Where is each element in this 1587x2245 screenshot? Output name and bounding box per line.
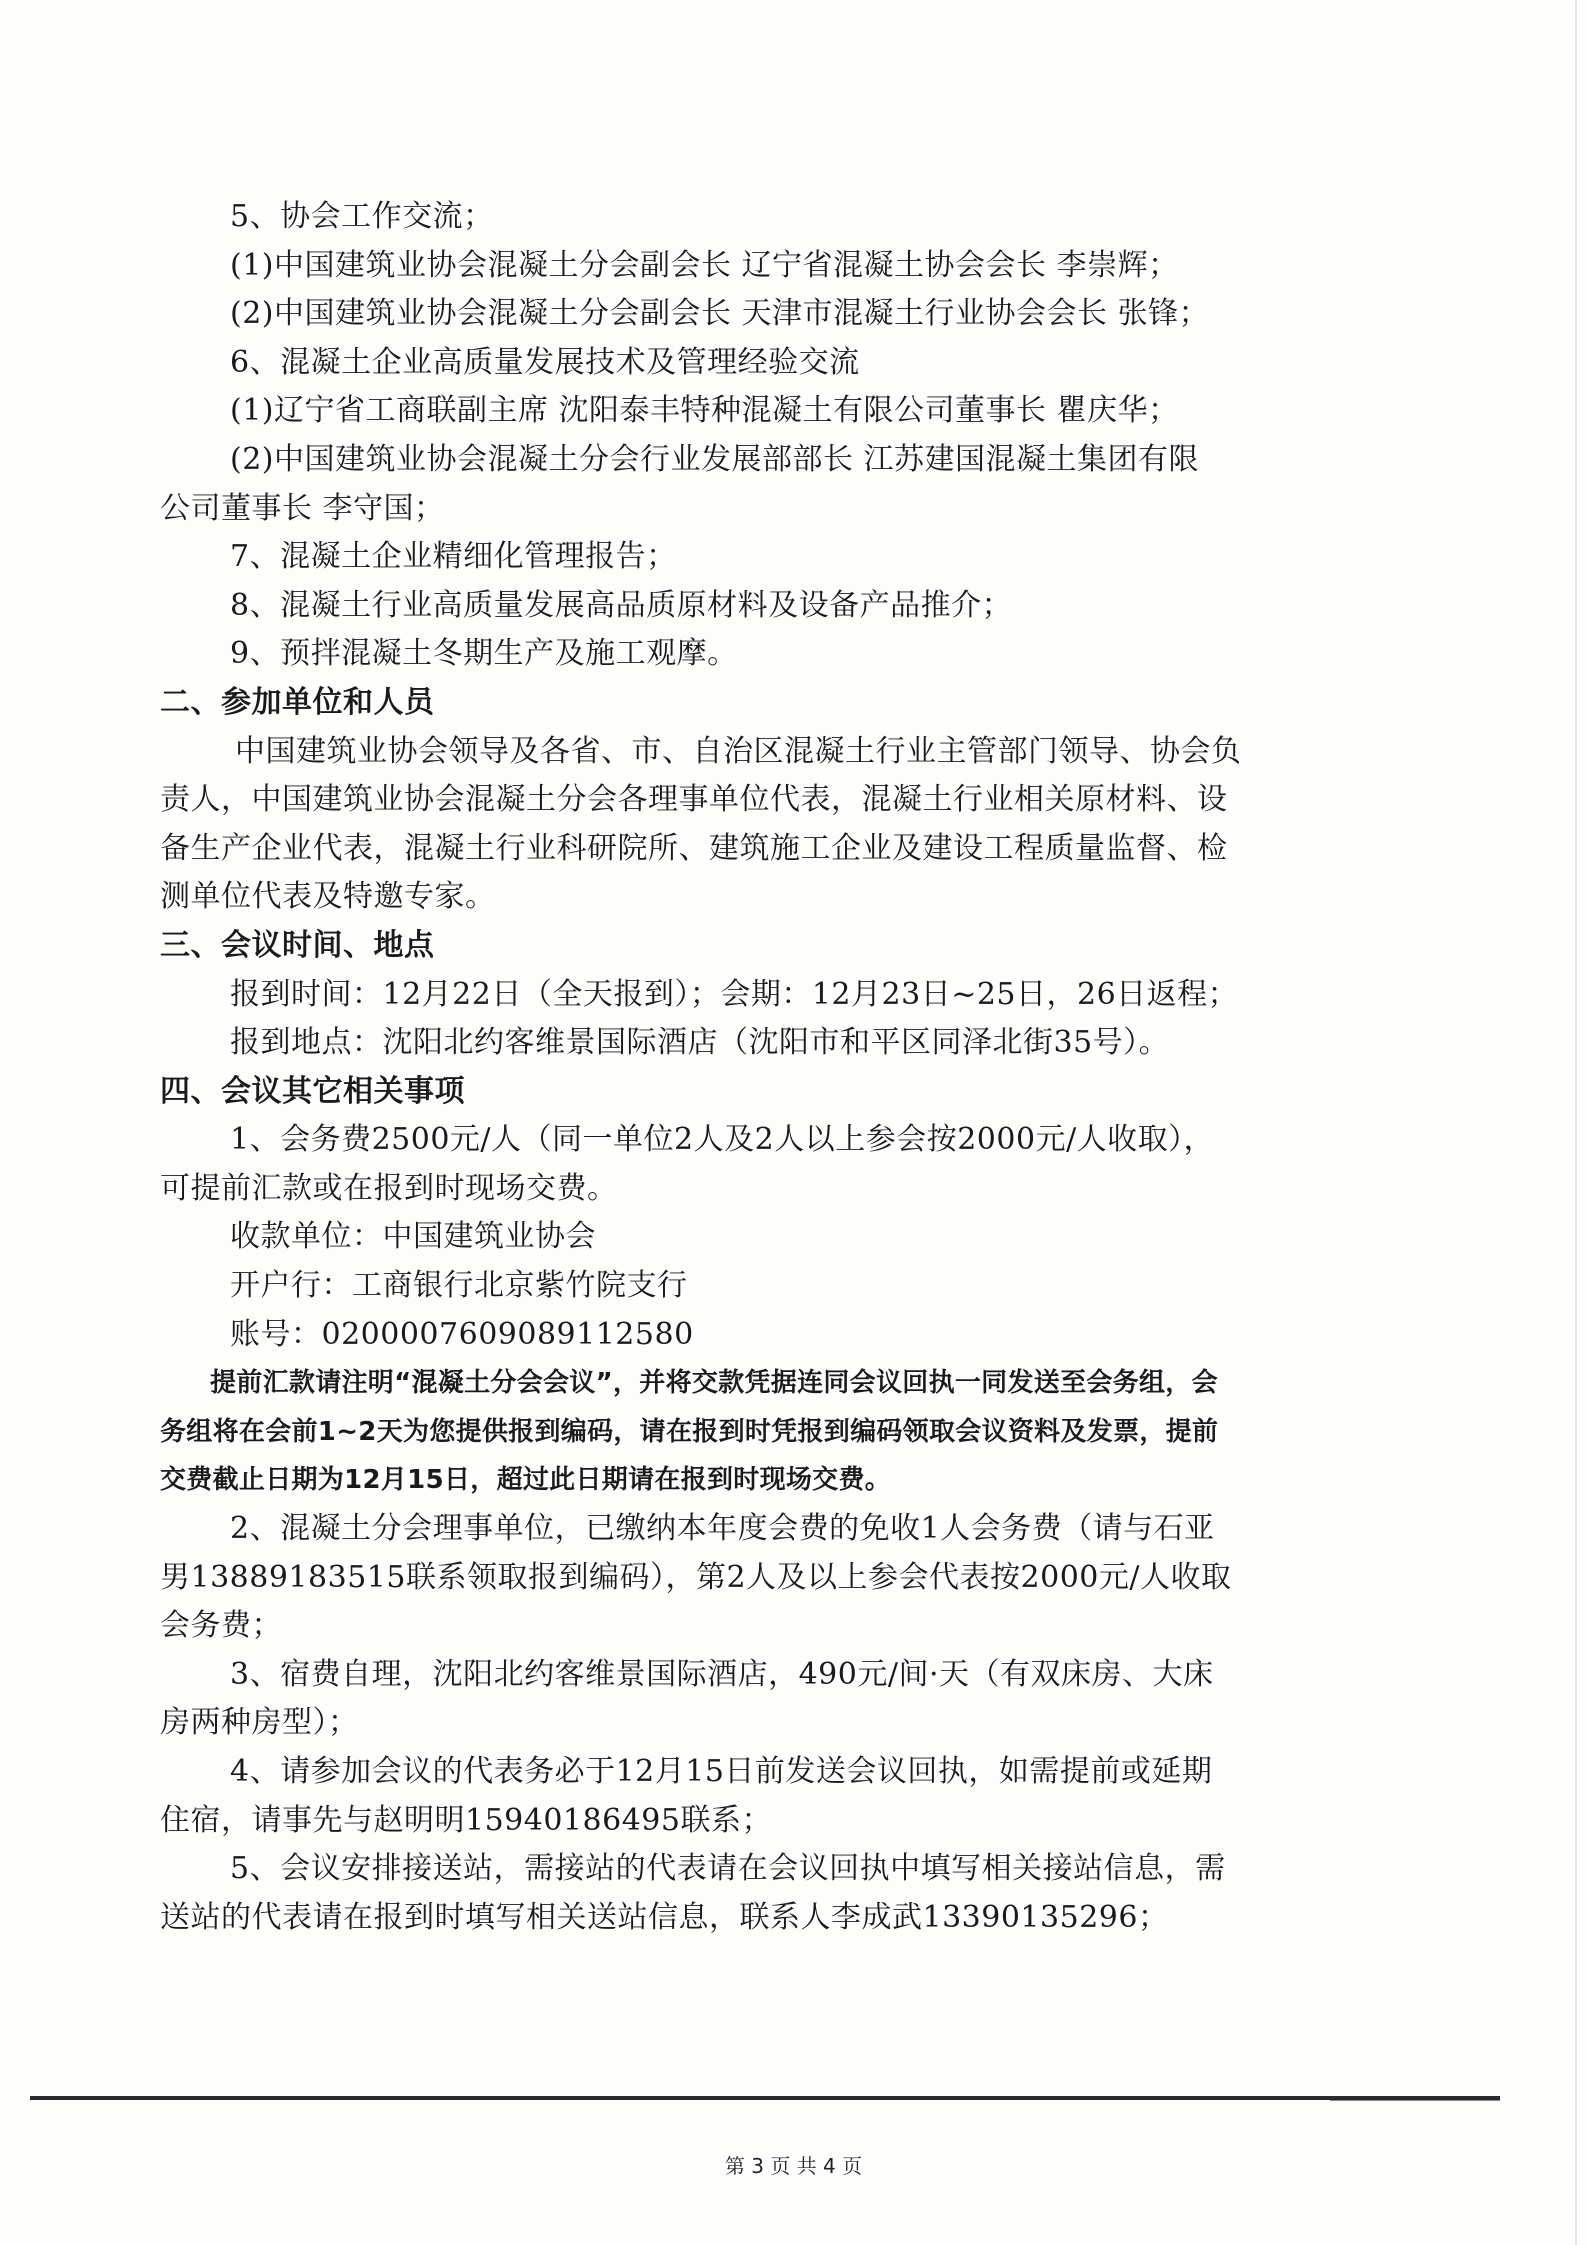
text-line: 9、预拌混凝土冬期生产及施工观摩。 — [230, 636, 738, 672]
text-line: 报到时间：12月22日（全天报到）；会期：12月23日~25日，26日返程； — [230, 976, 1239, 1012]
text-line: 5、会议安排接送站，需接站的代表请在会议回执中填写相关接站信息，需 — [230, 1851, 1226, 1887]
text-line: 5、协会工作交流； — [230, 199, 494, 234]
text-line: 1、会务费2500元/人（同一单位2人及2人以上参会按2000元/人收取）， — [230, 1122, 1215, 1158]
section-heading: 三、会议时间、地点 — [160, 927, 435, 963]
scan-edge — [1575, 0, 1577, 2245]
footer-rule-tail — [1330, 2100, 1500, 2101]
text-line: 测单位代表及特邀专家。 — [160, 879, 496, 915]
text-line: 会务费； — [160, 1608, 282, 1644]
payment-notice-line: 务组将在会前1~2天为您提供报到编码，请在报到时凭报到编码领取会议资料及发票，提前 — [160, 1416, 1219, 1447]
text-line: (2)中国建筑业协会混凝土分会行业发展部部长 江苏建国混凝土集团有限 — [230, 441, 1200, 477]
text-line: 住宿，请事先与赵明明15940186495联系； — [160, 1802, 772, 1838]
section-heading: 四、会议其它相关事项 — [160, 1073, 465, 1109]
text-line: 6、混凝土企业高质量发展技术及管理经验交流 — [230, 344, 860, 380]
text-line: 责人，中国建筑业协会混凝土分会各理事单位代表，混凝土行业相关原材料、设 — [160, 782, 1228, 818]
text-line: (1)中国建筑业协会混凝土分会副会长 辽宁省混凝土协会会长 李崇辉； — [230, 247, 1179, 283]
text-line: 8、混凝土行业高质量发展高品质原材料及设备产品推介； — [230, 587, 1013, 623]
text-line: 开户行：工商银行北京紫竹院支行 — [230, 1268, 688, 1304]
text-line: (1)辽宁省工商联副主席 沈阳泰丰特种混凝土有限公司董事长 瞿庆华； — [230, 393, 1179, 429]
text-line: 房两种房型）； — [160, 1705, 359, 1741]
text-line: 报到地点：沈阳北约客维景国际酒店（沈阳市和平区同泽北街35号）。 — [230, 1025, 1170, 1061]
text-line: 公司董事长 李守国； — [160, 490, 445, 526]
text-line: (2)中国建筑业协会混凝土分会副会长 天津市混凝土行业协会会长 张锋； — [230, 296, 1210, 332]
payment-notice-line: 交费截止日期为12月15日，超过此日期请在报到时现场交费。 — [160, 1465, 892, 1496]
text-line: 中国建筑业协会领导及各省、市、自治区混凝土行业主管部门领导、协会负 — [235, 733, 1242, 769]
text-line: 4、请参加会议的代表务必于12月15日前发送会议回执，如需提前或延期 — [230, 1754, 1213, 1789]
footer-rule — [30, 2096, 1500, 2100]
text-line: 2、混凝土分会理事单位，已缴纳本年度会费的免收1人会务费（请与石亚 — [230, 1511, 1215, 1547]
text-line: 7、混凝土企业精细化管理报告； — [230, 539, 677, 575]
text-line: 男13889183515联系领取报到编码），第2人及以上参会代表按2000元/人收取 — [160, 1559, 1232, 1595]
payment-notice-line: 提前汇款请注明“混凝土分会会议”，并将交款凭据连同会议回执一同发送至会务组，会 — [210, 1368, 1218, 1399]
text-line: 收款单位：中国建筑业协会 — [230, 1219, 596, 1255]
text-line: 账号：0200007609089112580 — [230, 1316, 694, 1352]
text-line: 备生产企业代表，混凝土行业科研院所、建筑施工企业及建设工程质量监督、检 — [160, 830, 1228, 866]
text-line: 3、宿费自理，沈阳北约客维景国际酒店，490元/间·天（有双床房、大床 — [230, 1656, 1214, 1692]
document-body — [160, 193, 1340, 1942]
text-line: 送站的代表请在报到时填写相关送站信息，联系人李成武13390135296； — [160, 1899, 1169, 1935]
section-heading: 二、参加单位和人员 — [160, 684, 435, 720]
page-number: 第 3 页 共 4 页 — [724, 2154, 863, 2178]
text-line: 可提前汇款或在报到时现场交费。 — [160, 1170, 618, 1206]
